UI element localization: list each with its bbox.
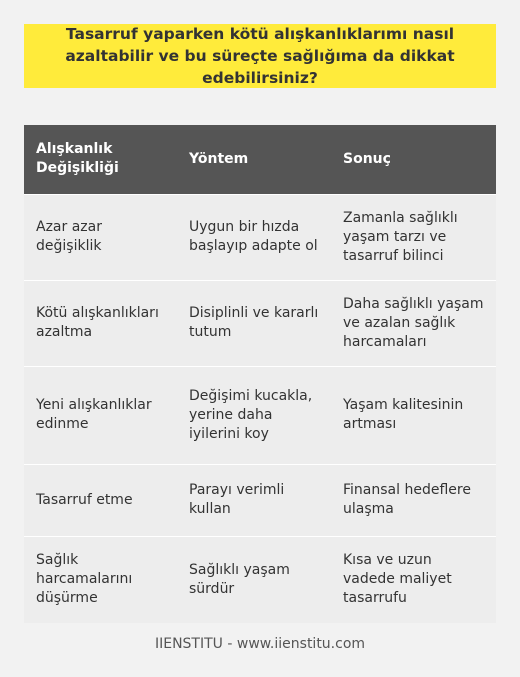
- table-cell: Azar azar değişiklik: [24, 194, 177, 280]
- table-row: [24, 194, 496, 280]
- title-banner: [24, 24, 496, 88]
- table-cell: Daha sağlıklı yaşam ve azalan sağlık harcamaları: [331, 280, 496, 366]
- table-cell: Kısa ve uzun vadede maliyet tasarrufu: [331, 536, 496, 623]
- table-cell: Kötü alışkanlıkları azaltma: [24, 280, 177, 366]
- column-header-result: Sonuç: [331, 125, 496, 194]
- column-header-method: Yöntem: [177, 125, 331, 194]
- table-header-row: [24, 125, 496, 194]
- table-row: [24, 464, 496, 536]
- table-row: [24, 536, 496, 623]
- table-cell: Sağlık harcamalarını düşürme: [24, 536, 177, 623]
- table-row: [24, 366, 496, 464]
- table-cell: Sağlıklı yaşam sürdür: [177, 536, 331, 623]
- table-cell: Tasarruf etme: [24, 464, 177, 536]
- table-cell: Parayı verimli kullan: [177, 464, 331, 536]
- table-cell: Değişimi kucakla, yerine daha iyilerini koy: [177, 366, 331, 464]
- table-row: [24, 280, 496, 366]
- page-title: Tasarruf yaparken kötü alışkanlıklarımı nasıl azaltabilir ve bu süreçte sağlığıma da dikkat edebilirsiniz?: [65, 25, 455, 87]
- footer-credit: IIENSTITU - www.iienstitu.com: [154, 636, 366, 652]
- table-cell: Yeni alışkanlıklar edinme: [24, 366, 177, 464]
- table-cell: Disiplinli ve kararlı tutum: [177, 280, 331, 366]
- table-cell: Zamanla sağlıklı yaşam tarzı ve tasarruf bilinci: [331, 194, 496, 280]
- table-cell: Finansal hedeflere ulaşma: [331, 464, 496, 536]
- table-cell: Yaşam kalitesinin artması: [331, 366, 496, 464]
- column-header-habit-change: Alışkanlık Değişikliği: [24, 125, 177, 194]
- table-cell: Uygun bir hızda başlayıp adapte ol: [177, 194, 331, 280]
- habits-table: [24, 125, 496, 623]
